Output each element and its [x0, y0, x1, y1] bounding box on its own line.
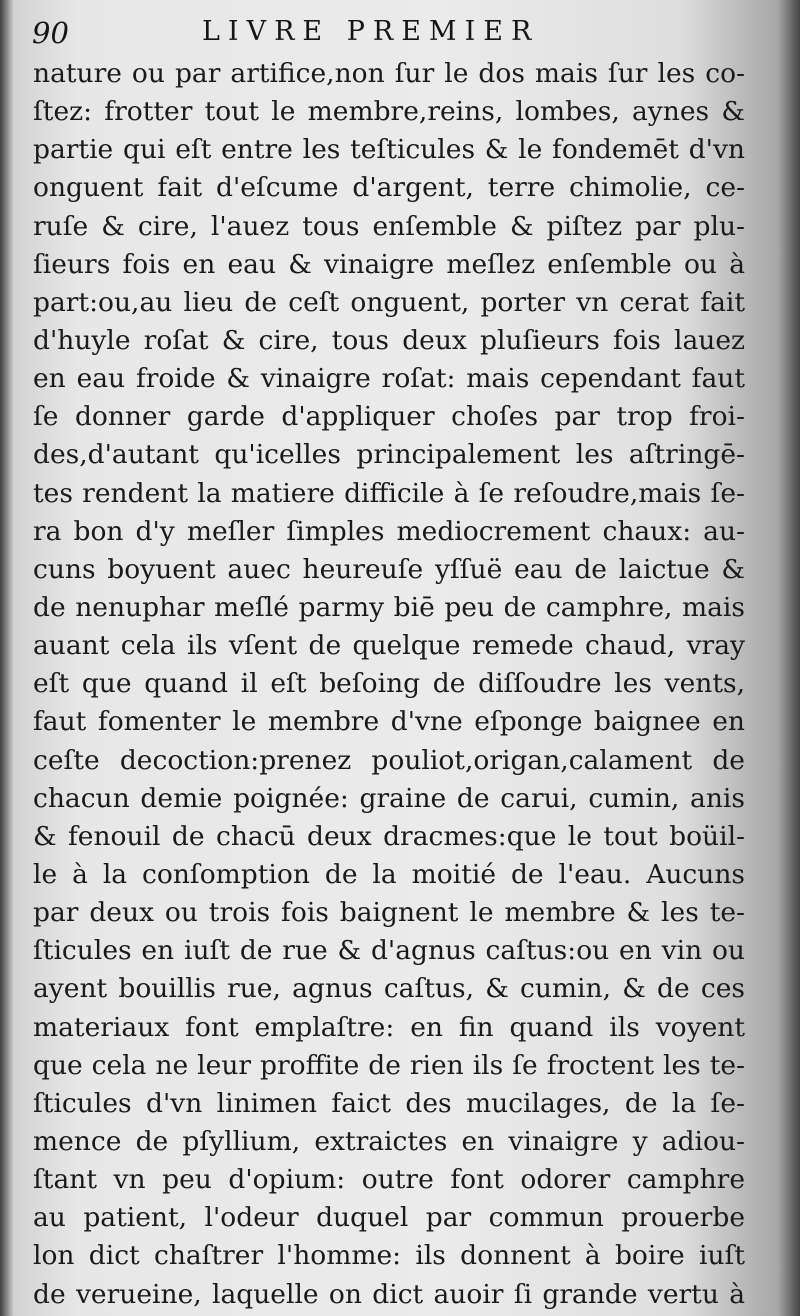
text-line: que cela ne leur proffite de rien ils ſe froctent les te-	[33, 1049, 745, 1081]
running-title: LIVRE PREMIER	[202, 16, 540, 47]
text-line: cuns boyuent auec heureuſe yſſuë eau de laictue &	[33, 553, 745, 585]
text-line: nature ou par artifice,non ſur le dos mais ſur les co-	[33, 58, 745, 89]
text-line: ayent bouillis rue, agnus caſtus, & cumin, & de ces	[33, 973, 745, 1005]
text-line: ceſte decoction:prenez pouliot,origan,calament de	[33, 744, 745, 776]
text-line: & fenouil de chacū deux dracmes:que le tout boüil-	[33, 820, 745, 852]
text-line: ſtant vn peu d'opium: outre font odorer camphre	[33, 1164, 745, 1196]
text-line: en eau froide & vinaigre roſat: mais cependant faut	[33, 363, 745, 395]
text-line: eſt que quand il eſt beſoing de diſſoudre les vents,	[33, 668, 745, 700]
page-number: 90	[32, 16, 69, 50]
text-line: tes rendent la matiere difficile à ſe reſoudre,mais ſe-	[33, 477, 745, 509]
text-line: chacun demie poignée: graine de carui, cumin, anis	[33, 782, 745, 814]
text-line: de nenuphar meſlé parmy biē peu de camphre, mais	[33, 591, 745, 623]
text-line: faut fomenter le membre d'vne eſponge baignee en	[33, 706, 745, 738]
text-line: ſieurs fois en eau & vinaigre meſlez enſemble ou à	[33, 248, 745, 280]
text-line: onguent fait d'eſcume d'argent, terre chimolie, ce-	[33, 172, 745, 204]
text-line: par deux ou trois fois baignent le membre & les te-	[33, 897, 745, 929]
text-line: ra bon d'y meſler ſimples mediocrement chaux: au-	[33, 515, 745, 547]
body-text	[33, 55, 745, 1314]
text-line: part:ou,au lieu de ceſt onguent, porter vn cerat fait	[33, 286, 745, 318]
text-line: lon dict chaſtrer l'homme: ils donnent à boire iuſt	[33, 1240, 745, 1272]
text-line: partie qui eſt entre les teſticules & le fondemēt d'vn	[33, 134, 745, 166]
text-line: des,d'autant qu'icelles principalement les aſtringē-	[33, 439, 745, 471]
text-line: le à la conſomption de la moitié de l'eau. Aucuns	[33, 858, 745, 890]
text-line: mence de pſyllium, extraictes en vinaigre y adiou-	[33, 1125, 745, 1157]
running-head	[32, 12, 752, 52]
text-line: ſtez: frotter tout le membre,reins, lombes, aynes &	[33, 96, 745, 128]
text-line: materiaux font emplaſtre: en fin quand ils voyent	[33, 1011, 745, 1043]
text-line: au patient, l'odeur duquel par commun prouerbe	[33, 1202, 745, 1234]
text-line: ſticules en iuſt de rue & d'agnus caſtus:ou en vin ou	[33, 935, 745, 967]
text-line: ſe donner garde d'appliquer choſes par trop froi-	[33, 401, 745, 433]
text-line: ruſe & cire, l'auez tous enſemble & piſtez par plu-	[33, 210, 745, 242]
text-line: ſticules d'vn linimen faict des mucilages, de la ſe-	[33, 1087, 745, 1119]
text-line: auant cela ils vſent de quelque remede chaud, vray	[33, 630, 745, 662]
text-line: d'huyle roſat & cire, tous deux pluſieurs fois lauez	[33, 324, 745, 356]
text-line: de verueine, laquelle on dict auoir ſi grande vertu à	[33, 1278, 745, 1310]
